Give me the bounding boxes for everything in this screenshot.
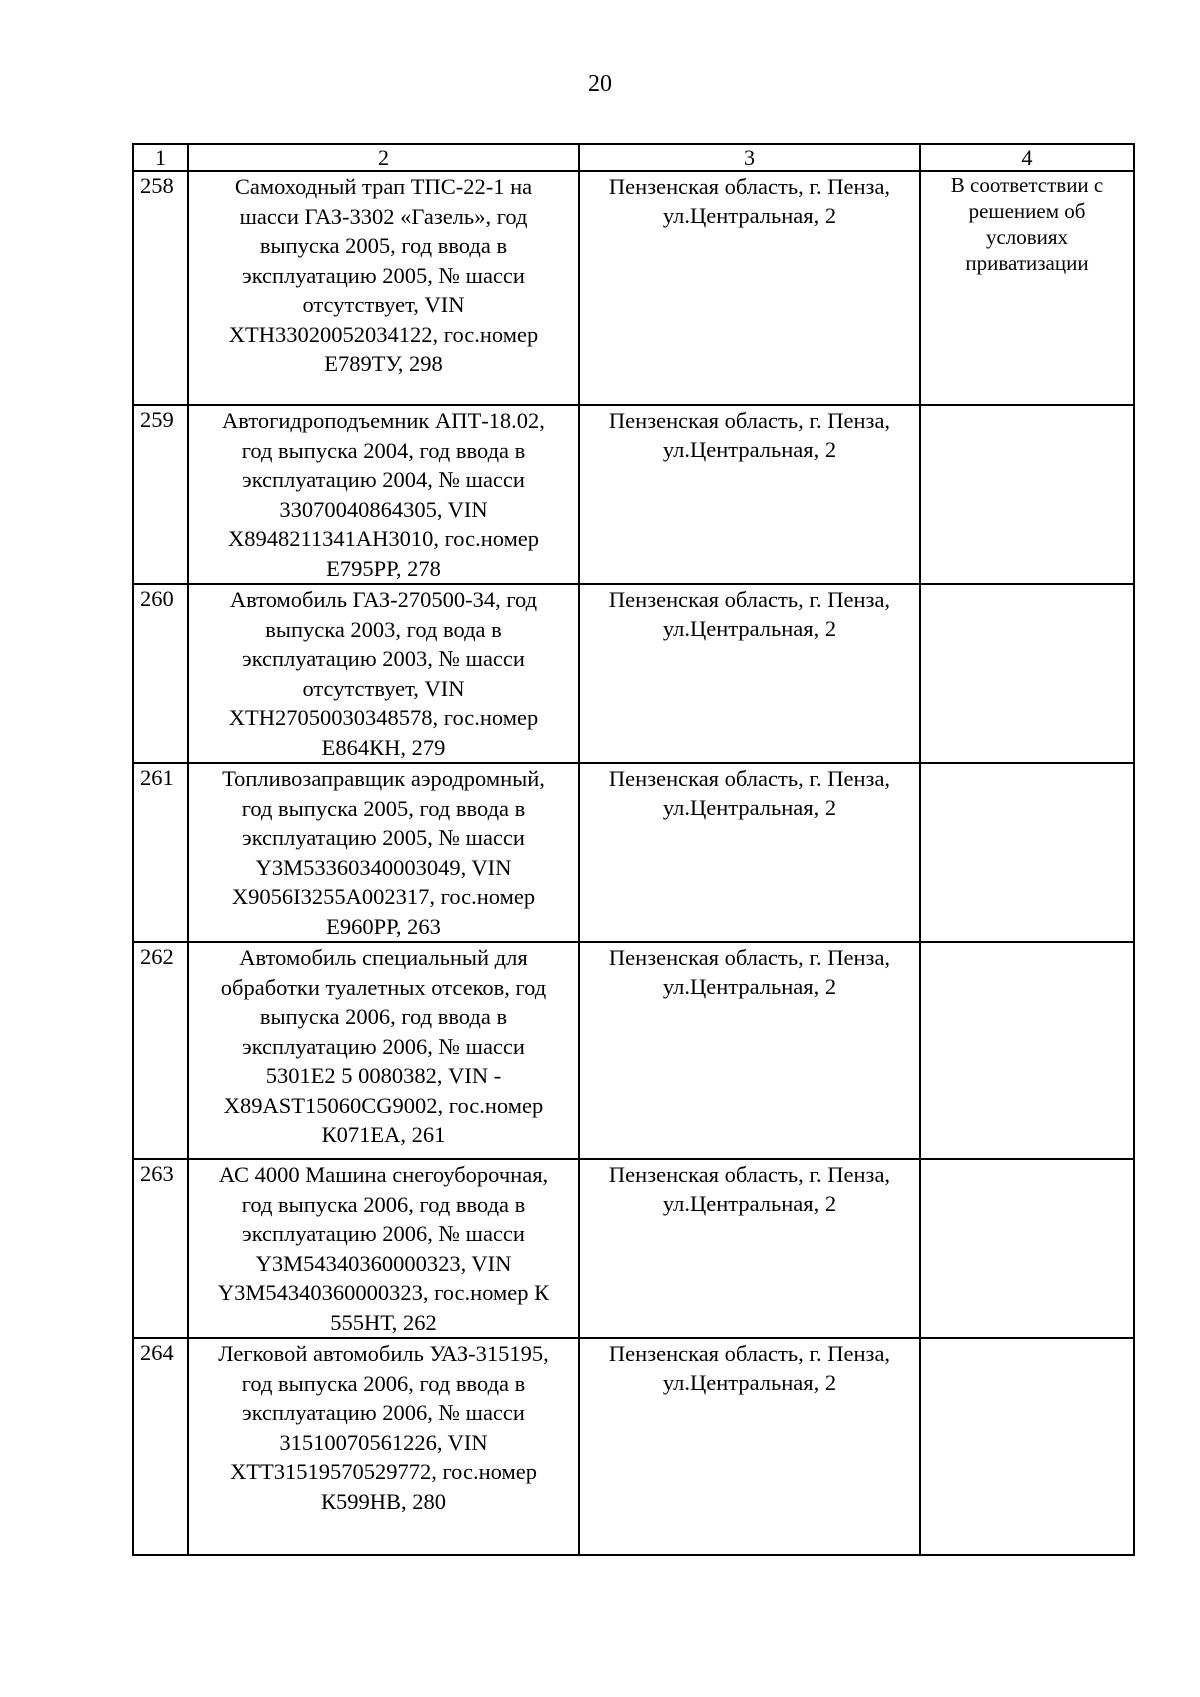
description-cell-line: эксплуатацию 2006, № шасси <box>242 1033 525 1059</box>
row-number-cell: 263 <box>133 1159 188 1338</box>
address-cell <box>579 942 920 1159</box>
description-cell-line: 31510070561226, VIN <box>279 1429 488 1455</box>
table-row <box>133 405 1134 584</box>
address-cell-line: Пензенская область, г. Пенза, <box>608 587 891 612</box>
note-cell-line: приватизации <box>965 251 1089 275</box>
note-cell <box>920 1159 1134 1338</box>
description-cell-line: год выпуска 2006, год ввода в <box>241 1370 526 1396</box>
address-cell <box>579 405 920 584</box>
description-cell-line: XTT31519570529772, гос.номер <box>230 1459 537 1484</box>
address-cell-line: Пензенская область, г. Пенза, <box>608 1341 891 1366</box>
address-cell-line: ул.Центральная, 2 <box>662 1370 837 1395</box>
column-header-1: 1 <box>133 144 188 171</box>
description-cell-line: К071ЕА, 261 <box>321 1122 446 1147</box>
note-cell-line: условиях <box>985 225 1069 249</box>
address-cell <box>579 171 920 405</box>
description-cell-line: отсутствует, VIN <box>302 675 465 701</box>
description-cell-line: Y3M54340360000323, гос.номер К <box>217 1280 550 1305</box>
page-number: 20 <box>588 71 612 97</box>
description-cell-line: Самоходный трап ТПС-22-1 на <box>234 174 533 199</box>
address-cell-line: ул.Центральная, 2 <box>662 795 837 820</box>
note-cell-line: решением об <box>968 199 1086 223</box>
description-cell <box>188 1159 579 1338</box>
description-cell-line: X89AST15060CG9002, гос.номер <box>223 1092 544 1118</box>
description-cell-line: эксплуатацию 2003, № шасси <box>242 646 525 671</box>
address-cell <box>579 763 920 942</box>
description-cell-line: Топливозаправщик аэродромный, <box>222 766 545 791</box>
description-cell-line: год выпуска 2004, год ввода в <box>241 437 526 463</box>
property-table <box>132 143 1135 1556</box>
description-cell-line: эксплуатацию 2006, № шасси <box>242 1221 525 1246</box>
description-cell <box>188 1338 579 1555</box>
note-cell <box>920 171 1134 405</box>
row-number-cell: 262 <box>133 942 188 1159</box>
description-cell-line: X8948211341AH3010, гос.номер <box>227 526 540 551</box>
description-cell <box>188 584 579 763</box>
description-cell-line: выпуска 2006, год ввода в <box>259 1004 508 1029</box>
table-row <box>133 584 1134 763</box>
description-cell-line: отсутствует, VIN <box>302 292 465 317</box>
description-cell-line: Е960РР, 263 <box>326 913 441 939</box>
note-cell-line: В соответствии с <box>950 173 1104 197</box>
row-number-cell: 258 <box>133 171 188 405</box>
row-number-cell: 261 <box>133 763 188 942</box>
address-cell-line: Пензенская область, г. Пенза, <box>608 1162 891 1187</box>
description-cell-line: Автомобиль ГАЗ-270500-34, год <box>229 587 538 612</box>
description-cell-line: выпуска 2005, год ввода в <box>259 233 508 258</box>
description-cell-line: Y3M53360340003049, VIN <box>255 854 512 880</box>
row-number-cell: 259 <box>133 405 188 584</box>
address-cell-line: Пензенская область, г. Пенза, <box>608 766 891 791</box>
description-cell-line: год выпуска 2006, год ввода в <box>241 1191 526 1217</box>
address-cell-line: ул.Центральная, 2 <box>662 437 837 462</box>
address-cell-line: ул.Центральная, 2 <box>662 203 837 228</box>
table-row <box>133 171 1134 405</box>
description-cell-line: год выпуска 2005, год ввода в <box>241 795 526 821</box>
description-cell-line: эксплуатацию 2005, № шасси <box>242 262 525 288</box>
note-cell <box>920 942 1134 1159</box>
description-cell-line: 5301Е2 5 0080382, VIN - <box>265 1063 502 1088</box>
address-cell <box>579 1338 920 1555</box>
address-cell-line: Пензенская область, г. Пенза, <box>608 945 891 970</box>
description-cell-line: Е864КН, 279 <box>321 734 446 760</box>
address-cell <box>579 584 920 763</box>
description-cell-line: Е789ТУ, 298 <box>324 351 443 376</box>
table-row <box>133 942 1134 1159</box>
address-cell-line: ул.Центральная, 2 <box>662 1191 837 1216</box>
table-row <box>133 1338 1134 1555</box>
note-cell <box>920 584 1134 763</box>
row-number-cell: 264 <box>133 1338 188 1555</box>
description-cell <box>188 171 579 405</box>
description-cell-line: эксплуатацию 2005, № шасси <box>242 825 525 850</box>
address-cell-line: Пензенская область, г. Пенза, <box>608 408 891 433</box>
address-cell <box>579 1159 920 1338</box>
description-cell-line: Y3M54340360000323, VIN <box>255 1250 512 1276</box>
description-cell-line: шасси ГАЗ-3302 «Газель», год <box>239 203 528 229</box>
description-cell-line: эксплуатацию 2006, № шасси <box>242 1400 525 1425</box>
table-row <box>133 763 1134 942</box>
description-cell-line: обработки туалетных отсеков, год <box>220 974 547 1000</box>
description-cell-line: Автомобиль специальный для <box>239 945 528 970</box>
column-header-4: 4 <box>920 144 1134 171</box>
description-cell-line: Е795РР, 278 <box>326 555 441 581</box>
description-cell-line: XTH27050030348578, гос.номер <box>228 705 539 730</box>
description-cell-line: Автогидроподъемник АПТ-18.02, <box>222 408 545 433</box>
column-header-3: 3 <box>579 144 920 171</box>
note-cell <box>920 1338 1134 1555</box>
address-cell-line: ул.Центральная, 2 <box>662 974 837 999</box>
description-cell <box>188 405 579 584</box>
table-header-row <box>133 144 1134 171</box>
table-row <box>133 1159 1134 1338</box>
description-cell-line: выпуска 2003, год вода в <box>265 616 502 642</box>
description-cell-line: X9056I3255A002317, гос.номер <box>231 884 536 909</box>
description-cell-line: 555НТ, 262 <box>330 1309 437 1335</box>
description-cell <box>188 942 579 1159</box>
description-cell-line: К599НВ, 280 <box>320 1488 446 1514</box>
description-cell-line: АС 4000 Машина снегоуборочная, <box>218 1162 549 1187</box>
address-cell-line: ул.Центральная, 2 <box>662 616 837 641</box>
row-number-cell: 260 <box>133 584 188 763</box>
address-cell-line: Пензенская область, г. Пенза, <box>608 174 891 199</box>
note-cell <box>920 763 1134 942</box>
note-cell <box>920 405 1134 584</box>
description-cell-line: эксплуатацию 2004, № шасси <box>242 467 525 492</box>
table-body <box>133 171 1134 1555</box>
description-cell-line: 33070040864305, VIN <box>279 496 488 522</box>
column-header-2: 2 <box>188 144 579 171</box>
description-cell <box>188 763 579 942</box>
description-cell-line: XTH33020052034122, гос.номер <box>228 321 539 347</box>
description-cell-line: Легковой автомобиль УАЗ-315195, <box>218 1341 549 1366</box>
